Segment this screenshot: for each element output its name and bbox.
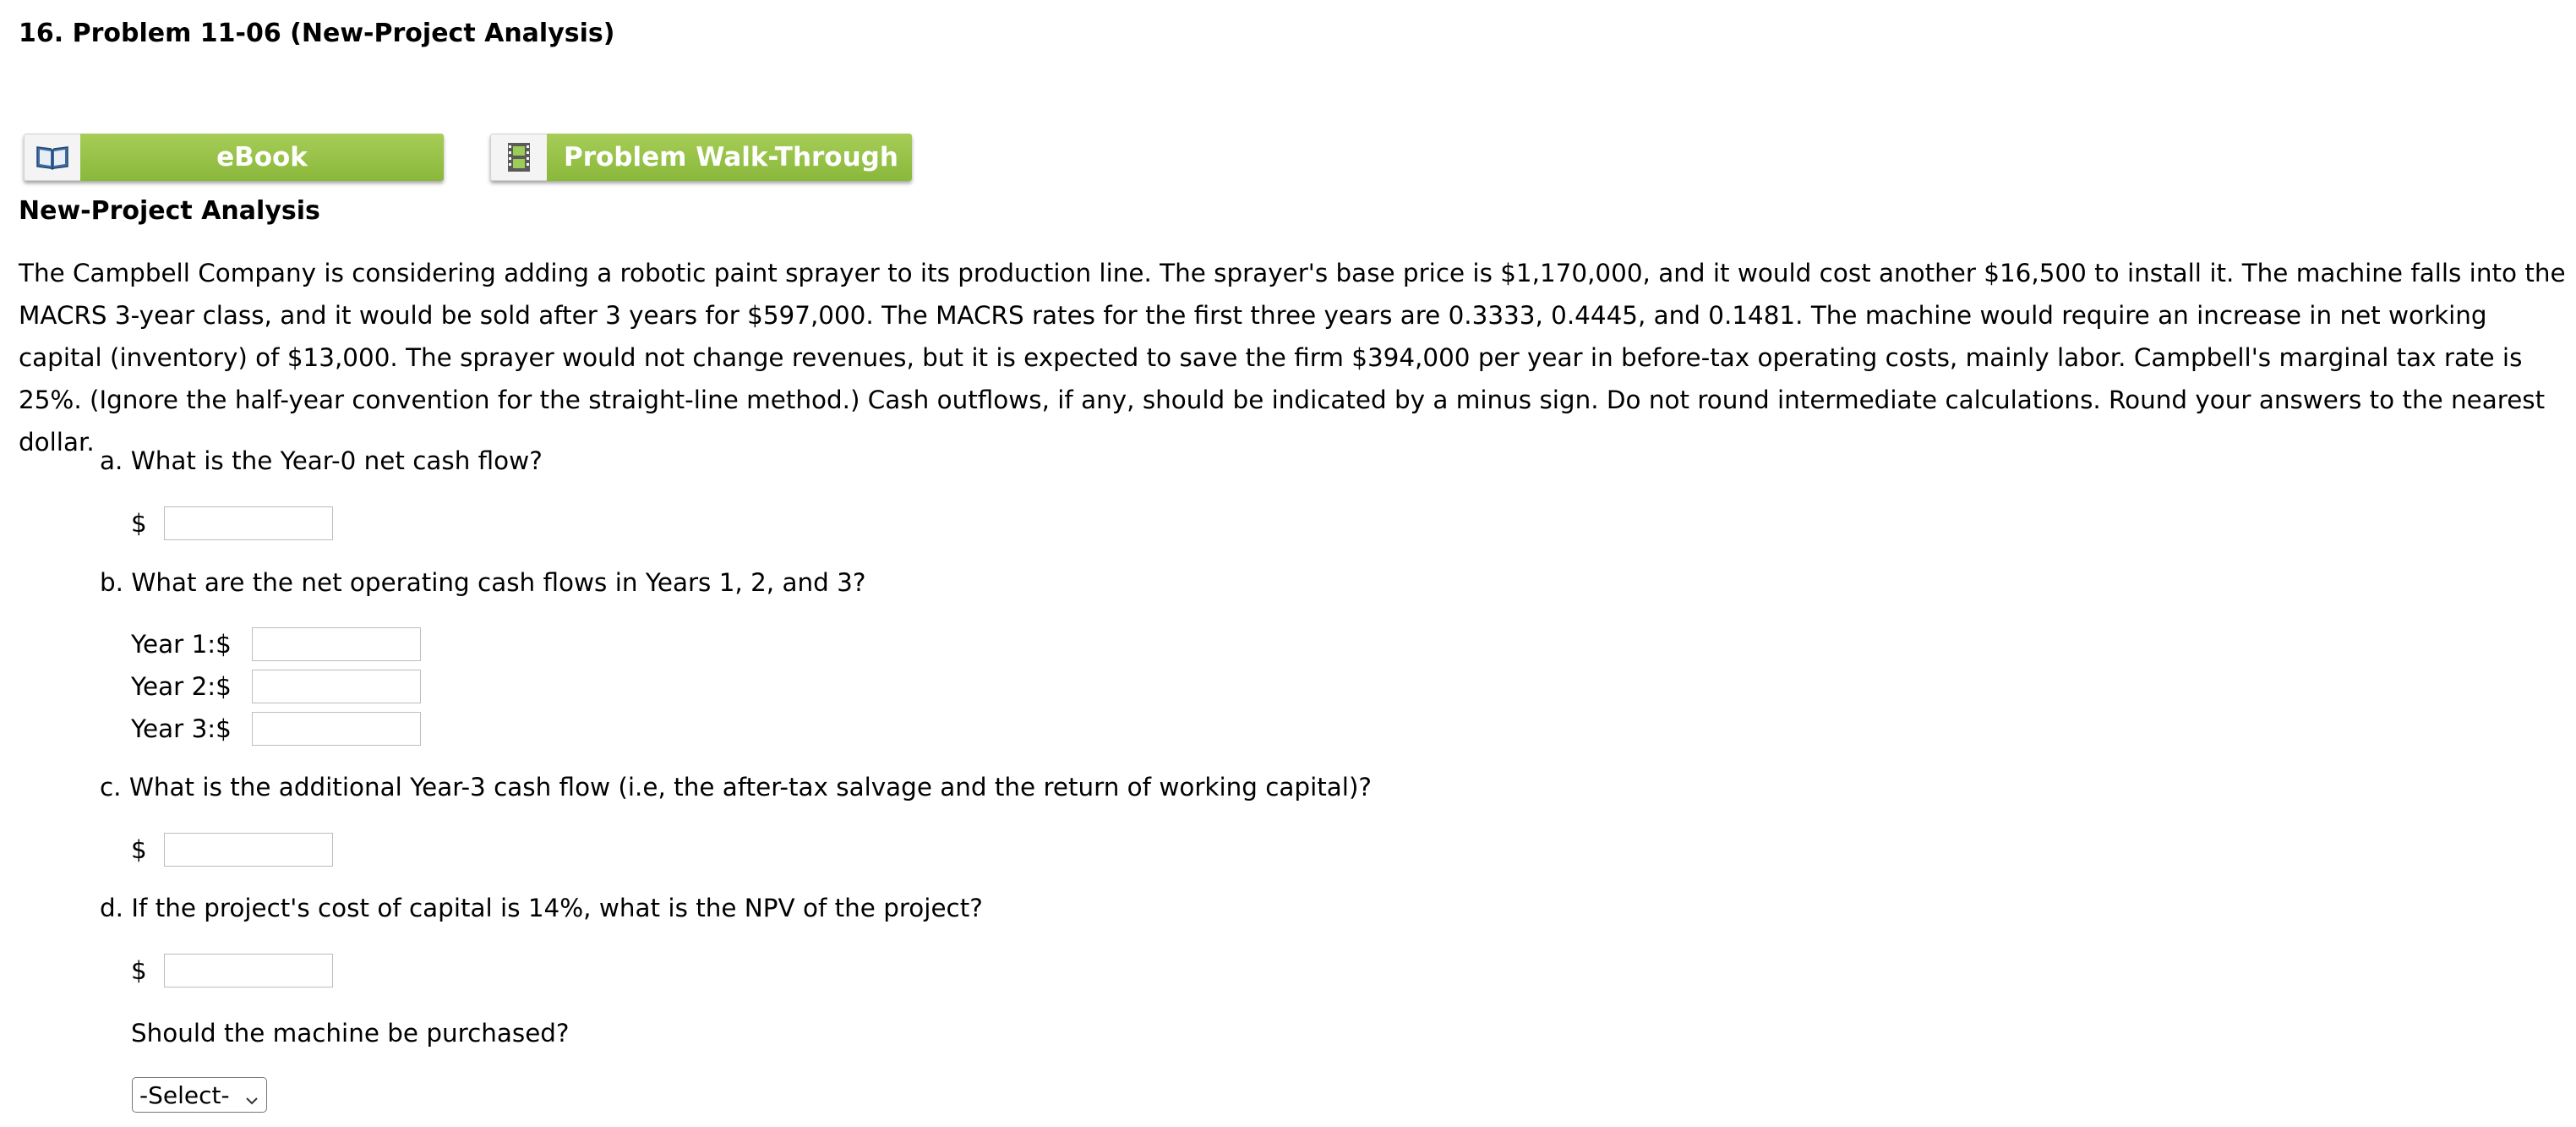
- purchase-select[interactable]: [132, 1077, 267, 1113]
- year-1-label: Year 1:$: [131, 630, 232, 659]
- purchase-question: Should the machine be purchased?: [131, 1019, 570, 1048]
- question-d-input[interactable]: [164, 954, 333, 987]
- ebook-button[interactable]: [24, 134, 444, 181]
- question-c-input[interactable]: [164, 833, 333, 867]
- problem-walkthrough-label: Problem Walk-Through: [547, 134, 912, 181]
- question-c-currency: $: [131, 835, 147, 864]
- year-1-input[interactable]: [252, 627, 421, 661]
- purchase-select-value: -Select-: [139, 1080, 230, 1109]
- book-icon: [24, 134, 80, 181]
- question-a-label: a. What is the Year-0 net cash flow?: [100, 446, 543, 475]
- question-a-currency: $: [131, 509, 147, 538]
- problem-statement: The Campbell Company is considering adding a robotic paint sprayer to its production line. The sprayer's base price is $1,170,000, and it would cost another $16,500 to install it. The machine falls into the MACRS 3-year class, and it would be sold after 3 years for $597,000. The MACRS rates for the first three years are 0.3333, 0.4445, and 0.1481. The machine would require an increase in net working capital (inventory) of $13,000. The sprayer would not change revenues, but it is expected to save the firm $394,000 per year in before-tax operating costs, mainly labor. Campbell's marginal tax rate is 25%. (Ignore the half-year convention for the straight-line method.) Cash outflows, if any, should be indicated by a minus sign. Do not round intermediate calculations. Round your answers to the nearest dollar.: [19, 259, 2566, 457]
- chevron-down-icon: [244, 1086, 259, 1114]
- problem-title: 16. Problem 11-06 (New-Project Analysis): [19, 19, 615, 48]
- film-icon: [490, 134, 547, 181]
- question-c-label: c. What is the additional Year-3 cash flow (i.e, the after-tax salvage and the return of working capital)?: [100, 773, 1373, 801]
- question-d-currency: $: [131, 956, 147, 985]
- question-d-label: d. If the project's cost of capital is 14%, what is the NPV of the project?: [100, 894, 983, 922]
- year-2-input[interactable]: [252, 670, 421, 703]
- year-3-label: Year 3:$: [131, 714, 232, 743]
- question-b-label: b. What are the net operating cash flows in Years 1, 2, and 3?: [100, 568, 866, 597]
- year-3-input[interactable]: [252, 712, 421, 746]
- problem-walkthrough-button[interactable]: [490, 134, 912, 181]
- year-2-label: Year 2:$: [131, 672, 232, 701]
- ebook-label: eBook: [80, 134, 444, 181]
- question-a-input[interactable]: [164, 506, 333, 540]
- section-heading: New-Project Analysis: [19, 196, 320, 226]
